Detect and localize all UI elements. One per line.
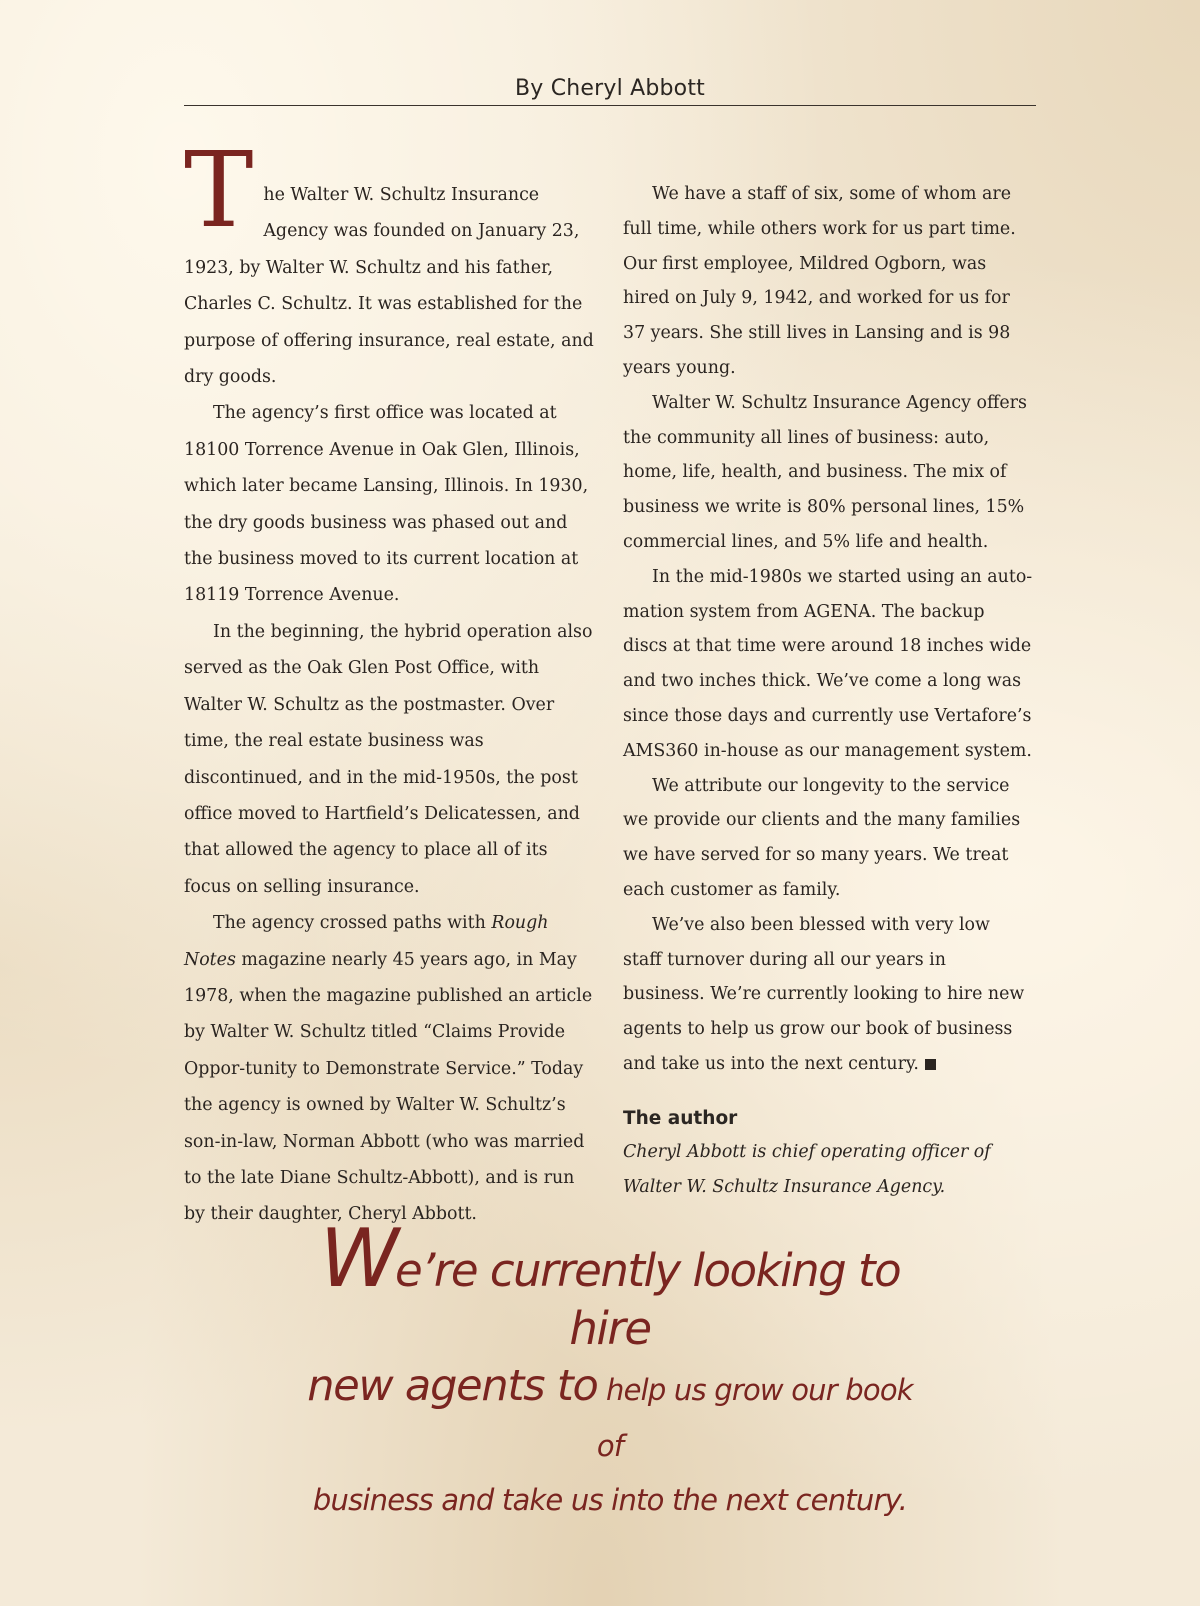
magazine-title: Rough Notes xyxy=(184,913,549,970)
pull-quote-line xyxy=(290,1358,930,1474)
article-paragraph: In the beginning, the hybrid operation also served as the Oak Glen Post Office, with Walter W. Schultz as the postmaster. Over time, the real estate business was discontinued, and in the mid-1950s, the post office moved to Hartfield’s Delicatessen, and that allowed the agency to place all of its focus on selling insurance. xyxy=(184,621,593,897)
paragraph-text: We’ve also been blessed with very low staff turnover during all our years in business. We’re currently looking to hire new agents to help us grow our book of business and take us into the next century. xyxy=(623,914,1025,1074)
pull-quote xyxy=(290,1212,930,1526)
end-of-article-mark xyxy=(925,1059,936,1070)
byline: By Cheryl Abbott xyxy=(184,76,1036,106)
pull-quote-initial: W xyxy=(319,1212,395,1305)
paragraph-text: he Walter W. Schultz Insurance Agency was founded on January 23, 1923, by Walter W. Schultz and his father, Charles C. Schultz. It was established for the purpose of offering insurance, real estate, and dry goods. xyxy=(184,185,594,388)
author-bio: Cheryl Abbott is chief operating officer of Walter W. Schultz Insurance Agency. xyxy=(623,1142,991,1197)
drop-cap: T xyxy=(184,129,254,251)
article-column-left xyxy=(184,129,594,1233)
article-paragraph: In the mid-1980s we started using an auto-mation system from AGENA. The backup discs at that time were around 18 inches wide and two inches thick. We’ve come a long was since those days and currently use Vertafore’s AMS360 in-house as our management system. xyxy=(623,566,1033,761)
pull-quote-text: help us grow our book of xyxy=(596,1373,913,1463)
pull-quote-line xyxy=(290,1212,930,1358)
pull-quote-line: business and take us into the next century. xyxy=(312,1483,908,1517)
article-paragraph xyxy=(184,129,594,395)
article-paragraph: We have a staff of six, some of whom are full time, while others work for us part time. Our first employee, Mildred Ogborn, was hired on July 9, 1942, and worked for us for 37 years. She still lives in Lansing and is 98 years young. xyxy=(623,184,1016,378)
article-paragraph: The agency’s first office was located at 18100 Torrence Avenue in Oak Glen, Illinois, which later became Lansing, Illinois. In 1930, the dry goods business was phased out and the business moved to its current location at 18119 Torrence Avenue. xyxy=(184,403,589,606)
article-paragraph: We attribute our longevity to the service we provide our clients and the many families we have served for so many years. We treat each customer as family. xyxy=(623,775,1021,900)
article-paragraph xyxy=(184,905,594,1233)
paragraph-text: magazine nearly 45 years ago, in May 1978, when the magazine published an article by Walter W. Schultz titled “Claims Provide Oppor-tunity to Demonstrate Service.” Today the agency is owned by Walter W. Schultz’s son-in-law, Norman Abbott (who was married to the late Diane Schultz-Abbott), and is run by their daughter, Cheryl Abbott. xyxy=(184,949,593,1225)
paragraph-text: The agency crossed paths with xyxy=(213,913,492,934)
pull-quote-text: new agents to xyxy=(307,1361,598,1411)
pull-quote-text: e’re currently looking to hire xyxy=(394,1244,901,1355)
article-paragraph xyxy=(623,908,1033,1082)
author-heading: The author xyxy=(623,1108,738,1129)
author-box xyxy=(623,1108,1043,1205)
article-paragraph: Walter W. Schultz Insurance Agency offers the community all lines of business: auto, home, life, health, and business. The mix of business we write is 80% personal lines, 15% commercial lines, and 5% life and health. xyxy=(623,392,1027,552)
article-column-right xyxy=(623,177,1033,1082)
